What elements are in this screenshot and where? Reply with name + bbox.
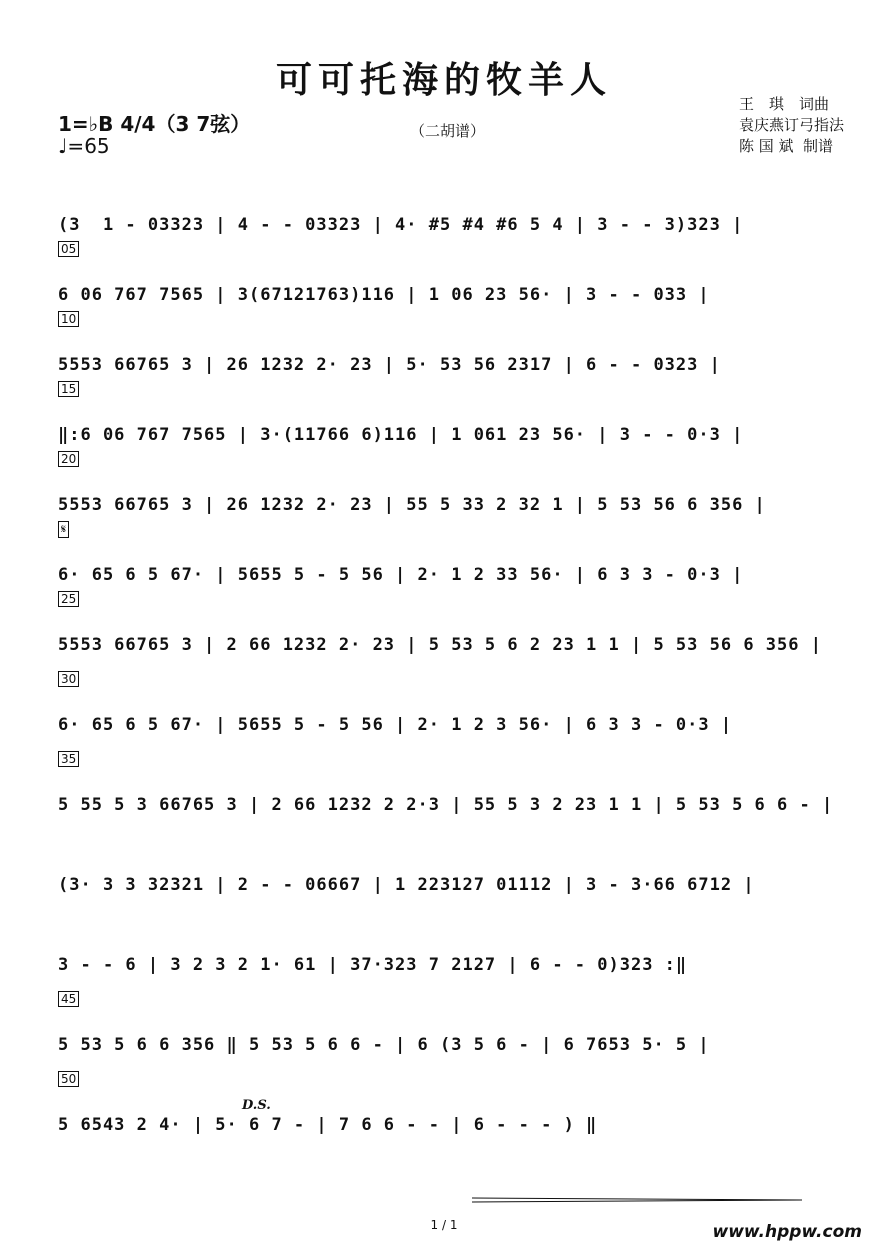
notation-line: (3· 3 3 32321 | 2 - - 06667 | 1 223127 01112 | 3 - 3·66 6712 | <box>58 875 755 895</box>
notation-line: 5 6543 2 4· | 5· 6 7 - | 7 6 6 - - | 6 - - - ) ‖ <box>58 1115 598 1135</box>
score-system <box>58 672 848 775</box>
notation-line: 6 06 767 7565 | 3(67121763)116 | 1 06 23 56· | 3 - - 033 | <box>58 285 710 305</box>
credits <box>739 94 844 157</box>
score-system <box>58 205 848 275</box>
score-system <box>58 242 848 345</box>
page-title: 可可托海的牧羊人 <box>275 59 612 101</box>
score-system <box>58 945 848 1015</box>
score-system <box>58 1072 848 1175</box>
score-system <box>58 382 848 485</box>
notation-line: 5553 66765 3 | 26 1232 2· 23 | 5· 53 56 2317 | 6 - - 0323 | <box>58 355 721 375</box>
score-system <box>58 865 848 935</box>
rehearsal-mark: 30 <box>58 671 79 687</box>
subtitle: （二胡谱） <box>410 122 486 140</box>
credit-bowing: 袁庆燕订弓指法 <box>738 116 844 134</box>
notation-line: ‖:6 06 767 7565 | 3·(11766 6)116 | 1 061 23 56· | 3 - - 0·3 | <box>58 425 744 445</box>
notation-line: 6· 65 6 5 67· | 5655 5 - 5 56 | 2· 1 2 3 56· | 6 3 3 - 0·3 | <box>58 715 733 735</box>
rehearsal-mark: 𝄋 <box>58 521 69 538</box>
rehearsal-mark: 25 <box>58 591 79 607</box>
tempo-marking: ♩=65 <box>58 134 110 158</box>
rehearsal-mark: 10 <box>58 311 79 327</box>
site-watermark: www.hppw.com <box>712 1222 862 1242</box>
notation-line: 6· 65 6 5 67· | 5655 5 - 5 56 | 2· 1 2 33 56· | 6 3 3 - 0·3 | <box>58 565 744 585</box>
notation-line: (3 1 - 03323 | 4 - - 03323 | 4· #5 #4 #6 5 4 | 3 - - 3)323 | <box>58 215 744 235</box>
key-signature: 1=♭B 4/4（3 7弦） <box>58 112 251 136</box>
score-system <box>58 992 848 1095</box>
rehearsal-mark: 05 <box>58 241 79 257</box>
rehearsal-mark: 15 <box>58 381 79 397</box>
score-system <box>58 522 848 625</box>
notation-line: 5 53 5 6 6 356 ‖ 5 53 5 6 6 - | 6 (3 5 6 - | 6 7653 5· 5 | <box>58 1035 710 1055</box>
credit-engraver: 陈 国 斌 制谱 <box>738 137 834 155</box>
rehearsal-mark: 50 <box>58 1071 79 1087</box>
decorative-end-line <box>472 1196 802 1204</box>
score-system <box>58 592 848 695</box>
rehearsal-mark: 35 <box>58 751 79 767</box>
score-system <box>58 312 848 415</box>
rehearsal-mark: 20 <box>58 451 79 467</box>
credit-composer: 王 琪 词曲 <box>738 95 829 113</box>
notation-line: 5 55 5 3 66765 3 | 2 66 1232 2 2·3 | 55 5 3 2 23 1 1 | 5 53 5 6 6 - | <box>58 795 834 815</box>
notation-line: 5553 66765 3 | 2 66 1232 2· 23 | 5 53 5 6 2 23 1 1 | 5 53 56 6 356 | <box>58 635 822 655</box>
notation-line: 3 - - 6 | 3 2 3 2 1· 61 | 37·323 7 2127 | 6 - - 0)323 :‖ <box>58 955 688 975</box>
score-system <box>58 452 848 555</box>
page-number: 1 / 1 <box>430 1218 458 1232</box>
rehearsal-mark: 45 <box>58 991 79 1007</box>
score-system <box>58 752 848 855</box>
notation-line: 5553 66765 3 | 26 1232 2· 23 | 55 5 33 2 32 1 | 5 53 56 6 356 | <box>58 495 766 515</box>
dal-segno-marking: D.S. <box>242 1098 271 1113</box>
